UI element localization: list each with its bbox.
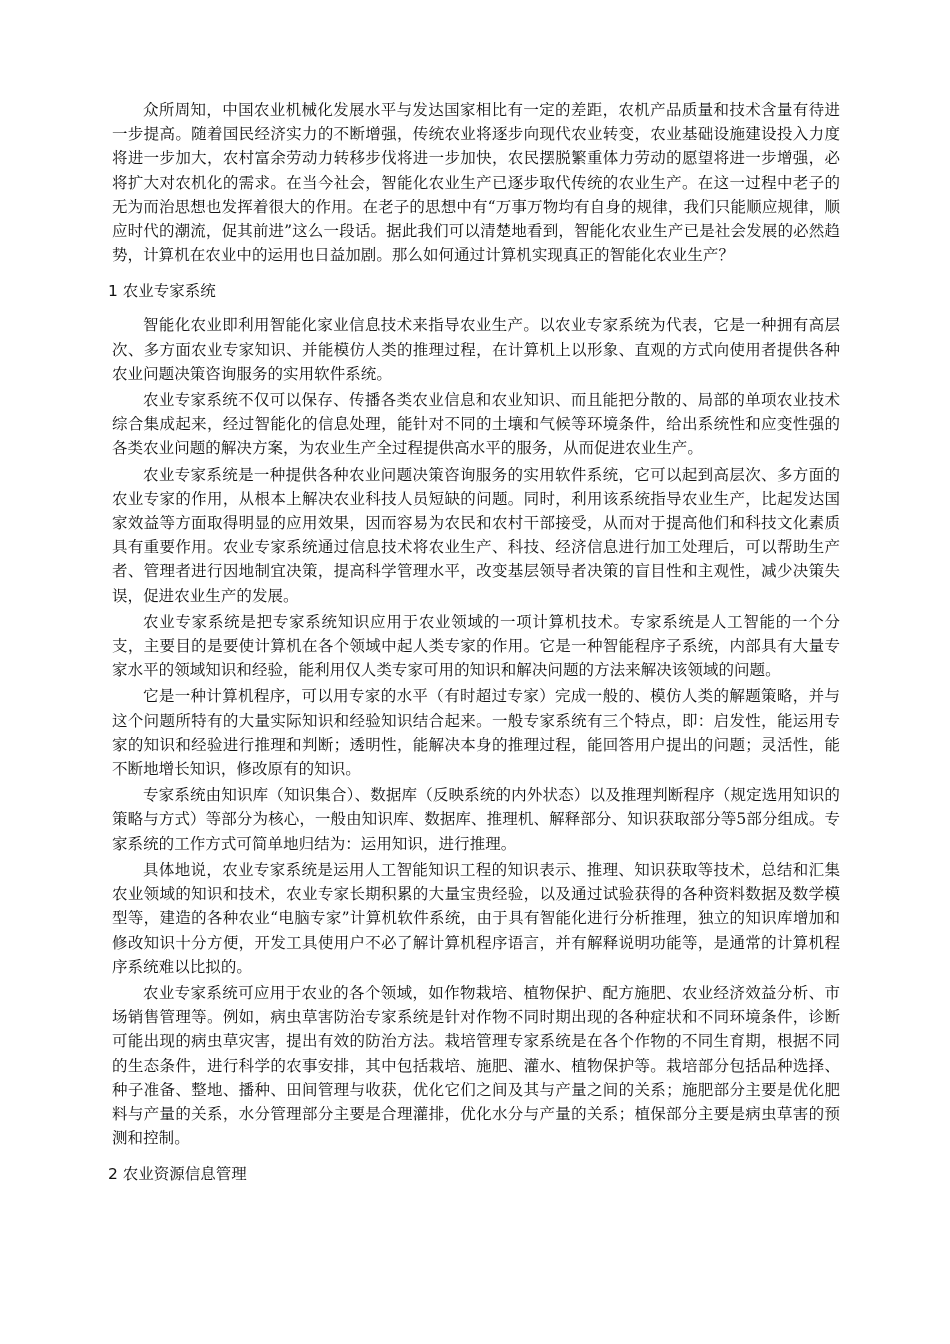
section-1-paragraph-2: 农业专家系统不仅可以保存、传播各类农业信息和农业知识、而且能把分散的、局部的单项农业技术综合集成起来，经过智能化的信息处理，能针对不同的土壤和气候等环境条件，给出系统性和应变性强的各类农业问题的解决方案，为农业生产全过程提供高水平的服务，从而促进农业生产。 [112,391,840,458]
section-2-heading: 2 农业资源信息管理 [108,1165,247,1184]
section-1-paragraph-4: 农业专家系统是把专家系统知识应用于农业领域的一项计算机技术。专家系统是人工智能的一个分支，主要目的是要使计算机在各个领域中起人类专家的作用。它是一种智能程序子系统，内部具有大量专家水平的领域知识和经验，能利用仅人类专家可用的知识和解决问题的方法来解决该领域的问题。 [112,612,840,680]
intro-paragraph: 众所周知，中国农业机械化发展水平与发达国家相比有一定的差距，农机产品质量和技术含量有待进一步提高。随着国民经济实力的不断增强，传统农业将逐步向现代农业转变，农业基础设施建设投入力度将进一步加大，农村富余劳动力转移步伐将进一步加快，农民摆脱繁重体力劳动的愿望将进一步增强，必将扩大对农机化的需求。在当今社会，智能化农业生产已逐步取代传统的农业生产。在这一过程中老子的无为而治思想也发挥着很大的作用。在老子的思想中有“万事万物均有自身的规律，我们只能顺应规律，顺应时代的潮流，促其前进”这么一段话。据此我们可以清楚地看到，智能化农业生产已是社会发展的必然趋势，计算机在农业中的运用也日益加剧。那么如何通过计算机实现真正的智能化农业生产？ [112,101,840,265]
section-1-paragraph-6: 专家系统由知识库（知识集合）、数据库（反映系统的内外状态）以及推理判断程序（规定选用知识的策略与方式）等部分为核心，一般由知识库、数据库、推理机、解释部分、知识获取部分等5部分组成。专家系统的工作方式可简单地归结为：运用知识，进行推理。 [112,786,840,853]
section-1-paragraph-1: 智能化农业即利用智能化家业信息技术来指导农业生产。以农业专家系统为代表，它是一种拥有高层次、多方面农业专家知识、并能模仿人类的推理过程，在计算机上以形象、直观的方式向使用者提供各种农业问题决策咨询服务的实用软件系统。 [112,316,840,383]
section-1-paragraph-3: 农业专家系统是一种提供各种农业问题决策咨询服务的实用软件系统，它可以起到高层次、多方面的农业专家的作用，从根本上解决农业科技人员短缺的问题。同时，利用该系统指导农业生产，比起发达国家效益等方面取得明显的应用效果，因而容易为农民和农村干部接受，从而对于提高他们和科技文化素质具有重要作用。农业专家系统通过信息技术将农业生产、科技、经济信息进行加工处理后，可以帮助生产者、管理者进行因地制宜决策，提高科学管理水平，改变基层领导者决策的盲目性和主观性，减少决策失误，促进农业生产的发展。 [112,465,840,605]
section-1-paragraph-7: 具体地说，农业专家系统是运用人工智能知识工程的知识表示、推理、知识获取等技术，总结和汇集农业领域的知识和技术，农业专家长期积累的大量宝贵经验，以及通过试验获得的各种资料数据及数学模型等，建造的各种农业“电脑专家”计算机软件系统，由于具有智能化进行分析推理，独立的知识库增加和修改知识十分方便，开发工具使用户不必了解计算机程序语言，并有解释说明功能等，是通常的计算机程序系统难以比拟的。 [112,860,840,976]
section-1-paragraph-8: 农业专家系统可应用于农业的各个领域，如作物栽培、植物保护、配方施肥、农业经济效益分析、市场销售管理等。例如，病虫草害防治专家系统是针对作物不同时期出现的各种症状和不同环境条件，诊断可能出现的病虫草灾害，提出有效的防治方法。栽培管理专家系统是在各个作物的不同生育期，根据不同的生态条件，进行科学的农事安排，其中包括栽培、施肥、灌水、植物保护等。栽培部分包括品种选择、种子准备、整地、播种、田间管理与收获，优化它们之间及其与产量之间的关系；施肥部分主要是优化肥料与产量的关系，水分管理部分主要是合理灌排，优化水分与产量的关系；植保部分主要是病虫草害的预测和控制。 [112,983,840,1148]
section-1-heading: 1 农业专家系统 [108,282,216,301]
section-1-paragraph-5: 它是一种计算机程序，可以用专家的水平（有时超过专家）完成一般的、模仿人类的解题策略，并与这个问题所特有的大量实际知识和经验知识结合起来。一般专家系统有三个特点，即：启发性，能运用专家的知识和经验进行推理和判断；透明性，能解决本身的推理过程，能回答用户提出的问题；灵活性，能不断地增长知识，修改原有的知识。 [112,687,840,779]
